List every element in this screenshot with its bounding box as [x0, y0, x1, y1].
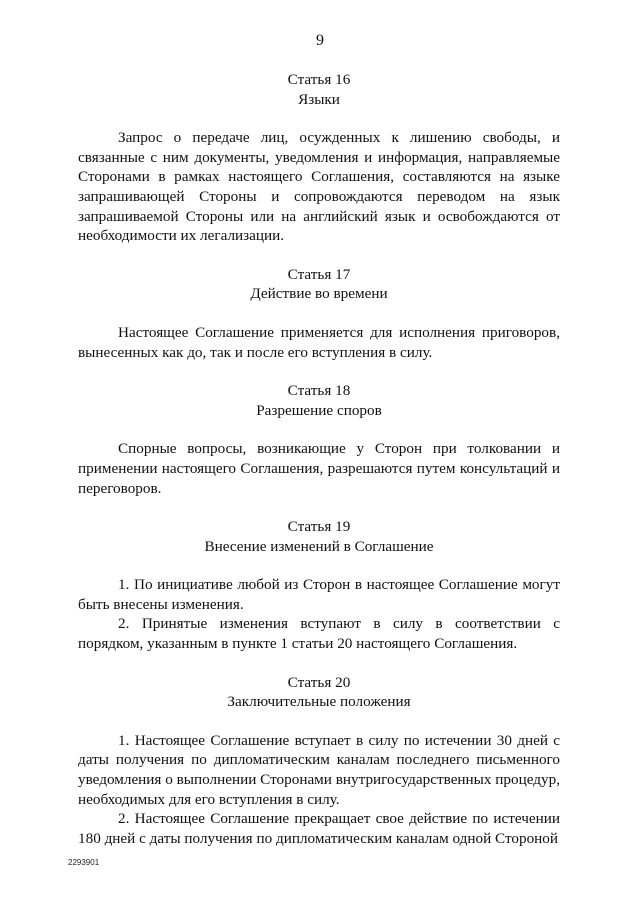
- article-title: Заключительные положения: [227, 693, 411, 711]
- article-18: [78, 381, 560, 498]
- article-19: [78, 517, 560, 654]
- article-paragraph: Настоящее Соглашение применяется для исполнения приговоров, вынесенных как до, так и после его вступления в силу.: [78, 323, 560, 361]
- article-title: Внесение изменений в Соглашение: [204, 537, 434, 555]
- document-body: [78, 70, 560, 848]
- article-paragraph: Спорные вопросы, возникающие у Сторон при толковании и применении настоящего Соглашения, разрешаются путем консультаций и переговоров.: [78, 440, 560, 497]
- article-heading-block: [78, 517, 560, 556]
- article-paragraph: 2. Настоящее Соглашение прекращает свое действие по истечении 180 дней с даты получения по дипломатическим каналам одной Стороной: [78, 810, 560, 847]
- article-number: Статья 19: [287, 518, 351, 536]
- article-paragraph: 2. Принятые изменения вступают в силу в соответствии с порядком, указанным в пункте 1 статьи 20 настоящего Соглашения.: [78, 615, 560, 653]
- article-heading-block: [78, 70, 560, 109]
- article-paragraph: 1. Настоящее Соглашение вступает в силу по истечении 30 дней с даты получения по дипломатическим каналам последнего письменного уведомления о выполнении Сторонами внутригосударственных процедур, необходимых для его вступления в силу.: [78, 731, 560, 808]
- article-title: Разрешение споров: [256, 401, 382, 419]
- article-paragraph: 1. По инициативе любой из Сторон в настоящее Соглашение могут быть внесены изменения.: [78, 576, 560, 613]
- article-heading-block: [78, 673, 560, 712]
- article-number: Статья 20: [287, 673, 351, 691]
- page-number: 9: [316, 32, 324, 49]
- article-16: [78, 70, 560, 246]
- article-number: Статья 18: [287, 382, 351, 400]
- article-17: [78, 265, 560, 362]
- article-heading-block: [78, 381, 560, 420]
- article-number: Статья 17: [287, 265, 351, 283]
- document-footer-code: 2293901: [68, 858, 100, 867]
- article-number: Статья 16: [287, 71, 351, 88]
- article-title: Действие во времени: [250, 285, 388, 303]
- article-paragraph: Запрос о передаче лиц, осужденных к лишению свободы, и связанные с ним документы, уведомления и информация, направляемые Сторонами в рамках настоящего Соглашения, составляются на языке запрашивающей Стороны и сопровождаются переводом на язык запрашиваемой Стороны или на английский язык и освобождаются от необходимости их легализации.: [78, 129, 560, 245]
- article-20: [78, 673, 560, 849]
- article-title: Языки: [298, 90, 340, 108]
- article-heading-block: [78, 265, 560, 304]
